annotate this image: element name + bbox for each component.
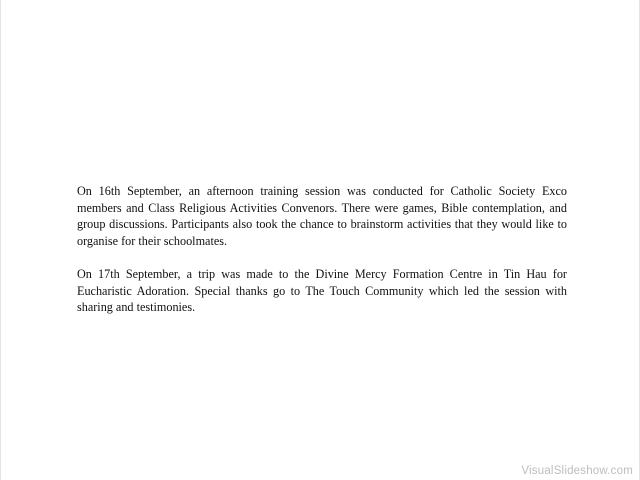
paragraph-trip: On 17th September, a trip was made to the Divine Mercy Formation Centre in Tin Hau for Eucharistic Adoration. Special thanks go to The Touch Community which led the session with sharing and testimonies. [77,266,567,315]
watermark: VisualSlideshow.com [521,465,633,477]
document-body [77,183,567,332]
paragraph-training-session: On 16th September, an afternoon training session was conducted for Catholic Society Exco members and Class Religious Activities Convenors. There were games, Bible contemplation, and group discussions. Participants also took the chance to brainstorm activities that they would like to organise for their schoolmates. [77,184,567,248]
